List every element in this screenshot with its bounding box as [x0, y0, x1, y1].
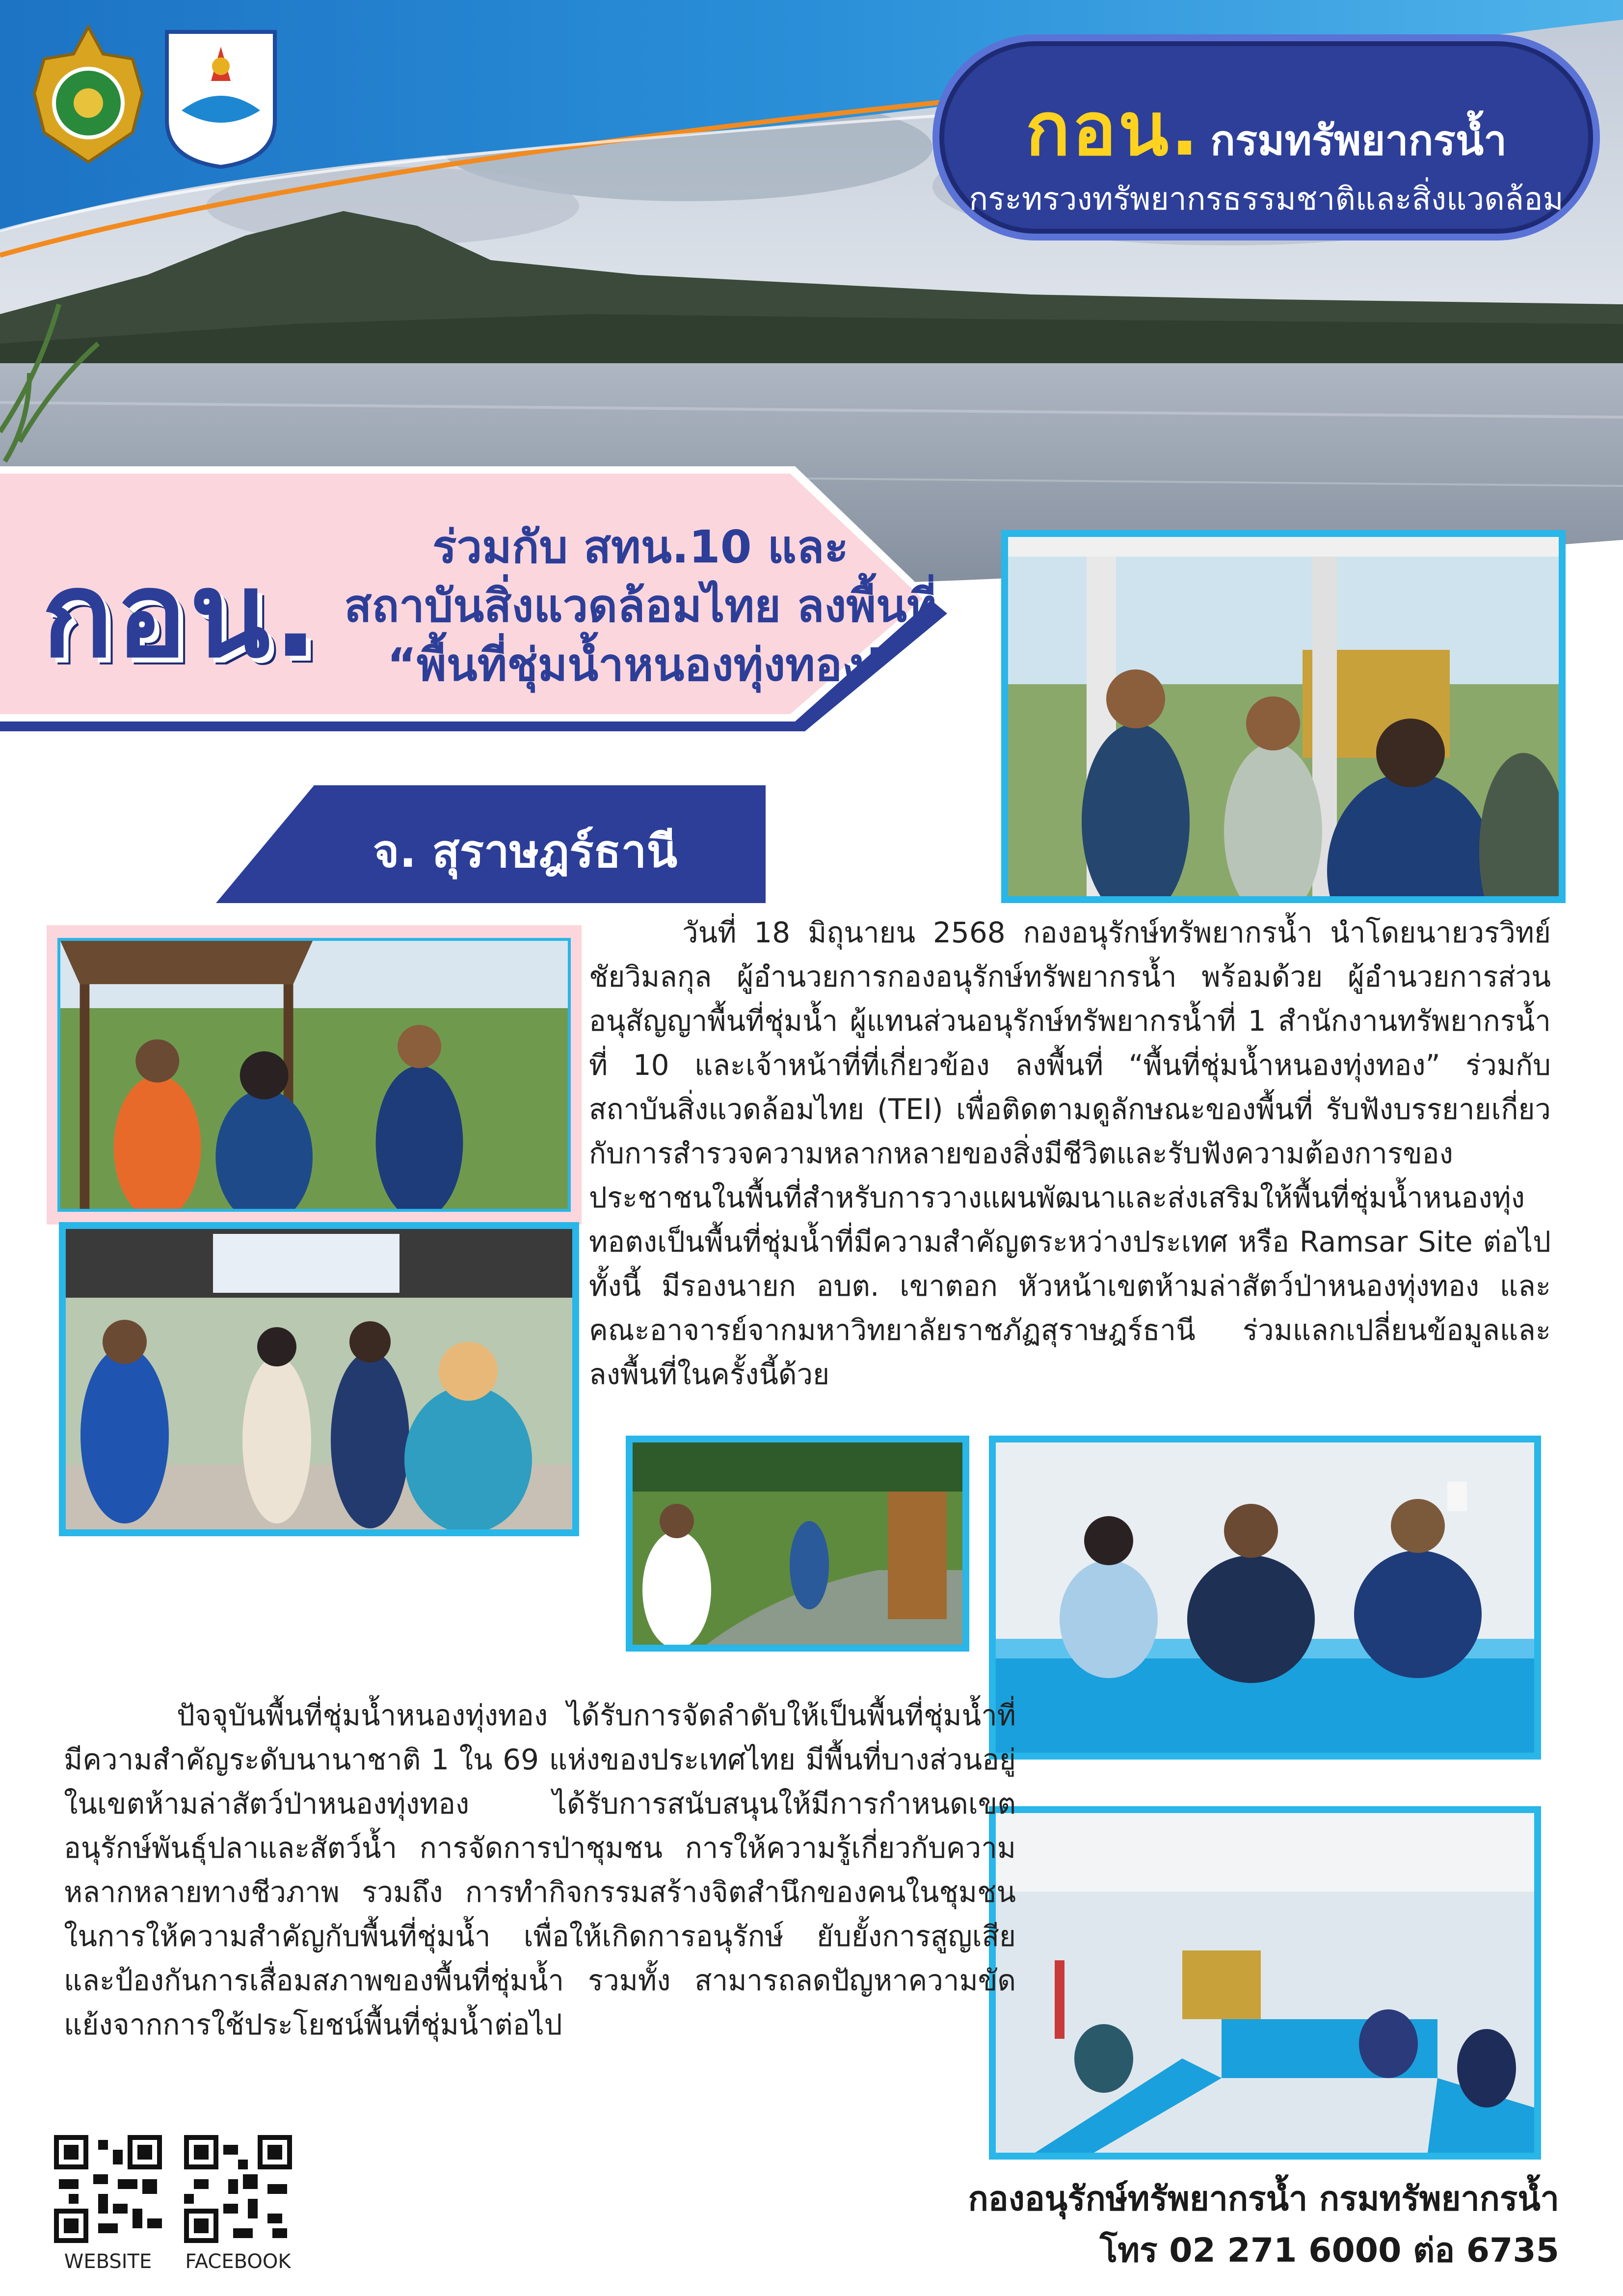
banner-line-1: ร่วมกับ สทน.10 และ [432, 521, 849, 573]
header-abbr: กอน. [1025, 87, 1201, 172]
banner-abbr: กอน. [42, 546, 321, 684]
photo-site-visit-1 [1001, 530, 1566, 903]
paragraph-1-text: วันที่ 18 มิถุนายน 2568 กองอนุรักษ์ทรัพยากรน้ำ นำโดยนายวรวิทย์ ชัยวิมลกุล ผู้อำนวยการกองอนุรักษ์ทรัพยากรน้ำ พร้อมด้วย ผู้อำนวยการส่วนอนุสัญญาพื้นที่ชุ่มน้ำ ผู้แทนส่วนอนุรักษ์ทรัพยากรน้ำที่ 1 สำนักงานทรัพยากรน้ำที่ 10 และเจ้าหน้าที่ที่เกี่ยวข้อง ลงพื้นที่ “พื้นที่ชุ่มน้ำหนองทุ่งทอง” ร่วมกับสถาบันสิ่งแวดล้อมไทย (TEI) เพื่อติดตามดูลักษณะของพื้นที่ รับฟังบรรยายเกี่ยวกับการสำรวจความหลากหลายของสิ่งมีชีวิตและรับฟังความต้องการของประชาชนในพื้นที่สำหรับการวางแผนพัฒนาและส่งเสริมให้พื้นที่ชุ่มน้ำหนองทุ่งทอตงเป็นพื้นที่ชุ่มน้ำที่มีความสำคัญตระหว่างประเทศ หรือ Ramsar Site ต่อไป ทั้งนี้ มีรองนายก อบต. เขาตอก หัวหน้าเขตห้ามล่าสัตว์ป่าหนองทุ่งทอง และคณะอาจารย์จากมหาวิทยาลัยราชภัฏสุราษฎร์ธานี ร่วมแลกเปลี่ยนข้อมูลและลงพื้นที่ในครั้งนี้ด้วย [589, 916, 1551, 1391]
header-title [939, 71, 1593, 187]
banner-line-3: “พื้นที่ชุ่มน้ำหนองทุ่งทอง” [387, 639, 894, 691]
body-paragraph-1 [589, 910, 1551, 1396]
ministry-emblem-icon [20, 25, 157, 167]
website-qr-icon[interactable] [54, 2135, 162, 2243]
footer-org: กองอนุรักษ์ทรัพยากรน้ำ กรมทรัพยากรน้ำ [968, 2180, 1559, 2218]
photo-site-visit-4 [626, 1436, 969, 1652]
header-department: กรมทรัพยากรน้ำ [1210, 116, 1507, 164]
photo-site-visit-2 [47, 925, 582, 1225]
dwr-logo-icon [162, 22, 280, 169]
province-label: จ. สุราษฎร์ธานี [372, 825, 678, 878]
photo-meeting-2 [989, 1806, 1541, 2160]
facebook-qr-icon[interactable] [184, 2135, 292, 2243]
paragraph-2-text: ปัจจุบันพื้นที่ชุ่มน้ำหนองทุ่งทอง ได้รับการจัดลำดับให้เป็นพื้นที่ชุ่มน้ำที่มีความสำคัญระดับนานาชาติ 1 ใน 69 แห่งของประเทศไทย มีพื้นที่บางส่วนอยู่ในเขตห้ามล่าสัตว์ป่าหนองทุ่งทอง ได้รับการสนับสนุนให้มีการกำหนดเขตอนุรักษ์พันธุ์ปลาและสัตว์น้ำ การจัดการป่าชุมชน การให้ความรู้เกี่ยวกับความหลากหลายทางชีวภาพ รวมถึง การทำกิจกรรมสร้างจิตสำนึกของคนในชุมชน ในการให้ความสำคัญกับพื้นที่ชุ่มน้ำ เพื่อให้เกิดการอนุรักษ์ ยับยั้งการสูญเสีย และป้องกันการเสื่อมสภาพของพื้นที่ชุ่มน้ำ รวมทั้ง สามารถลดปัญหาความขัดแย้งจากการใช้ประโยชน์พื้นที่ชุ่มน้ำต่อไป [64, 1699, 1016, 2041]
footer-phone: โทร 02 271 6000 ต่อ 6735 [1099, 2231, 1559, 2270]
banner-line-2: สถาบันสิ่งแวดล้อมไทย ลงพื้นที่ [344, 580, 937, 632]
website-label: WEBSITE [64, 2250, 152, 2273]
body-paragraph-2 [64, 1693, 1016, 2047]
header-pill [932, 34, 1600, 240]
facebook-label: FACEBOOK [185, 2250, 291, 2273]
photo-site-visit-3 [59, 1222, 579, 1536]
photo-meeting-1 [989, 1436, 1541, 1760]
header-ministry: กระทรวงทรัพยากรธรรมชาติและสิ่งแวดล้อม [969, 181, 1564, 217]
